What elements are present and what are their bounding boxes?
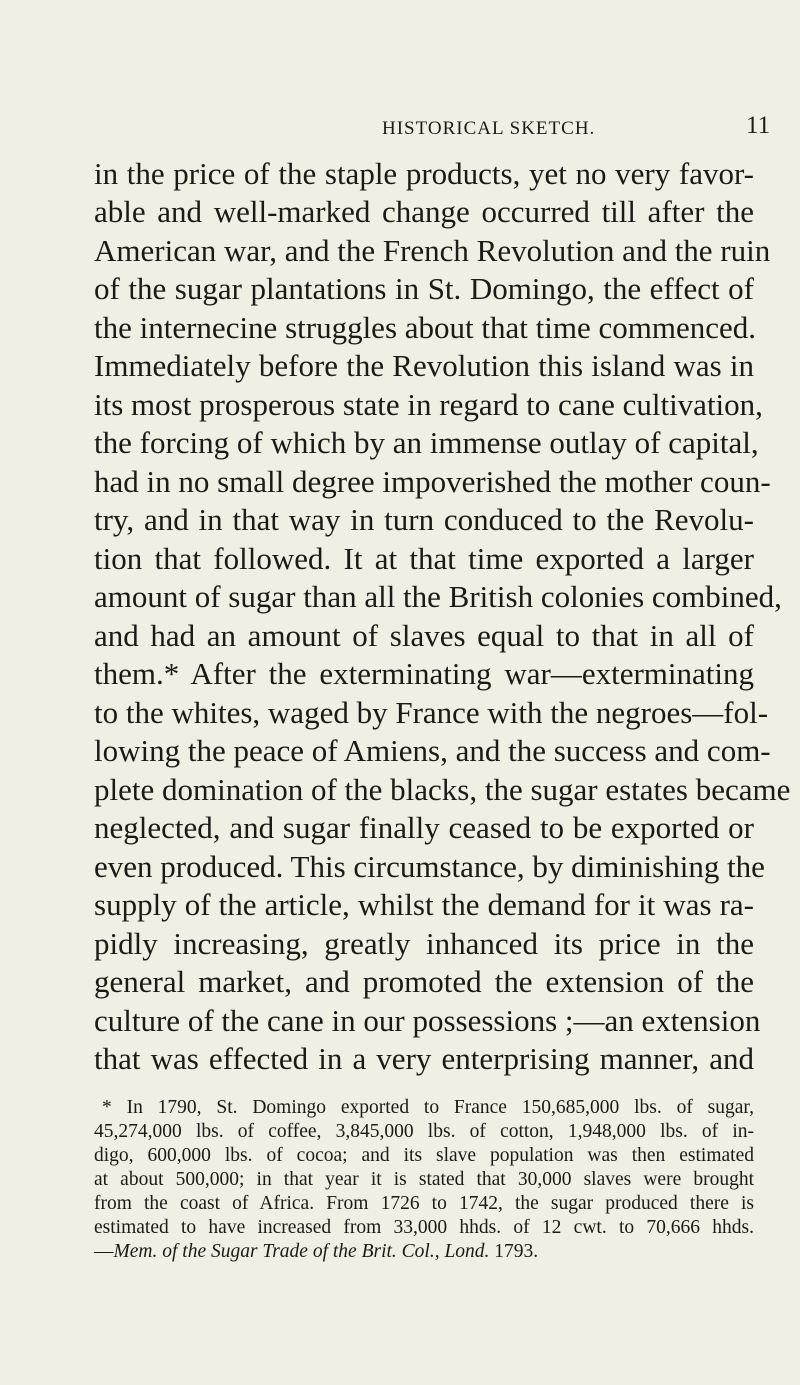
running-head: HISTORICAL SKETCH. (382, 118, 596, 139)
citation-year: 1793. (489, 1241, 539, 1262)
body-line: American war, and the French Revolution and the ruin (94, 233, 771, 268)
body-line: the internecine struggles about that time commenced. (94, 310, 756, 345)
page-number: 11 (746, 112, 771, 139)
body-line: lowing the peace of Amiens, and the success and com- (94, 733, 771, 768)
body-line: general market, and promoted the extension of the (94, 964, 754, 999)
body-line: amount of sugar than all the British colonies combined, (94, 579, 782, 614)
citation-dash: — (94, 1241, 114, 1262)
body-line: in the price of the staple products, yet no very favor- (94, 156, 754, 191)
footnote-line: * In 1790, St. Domingo exported to France 150,685,000 lbs. of sugar, (102, 1097, 754, 1118)
body-line: plete domination of the blacks, the sugar estates became (94, 772, 791, 807)
body-line: the forcing of which by an immense outlay of capital, (94, 425, 759, 460)
body-line: had in no small degree impoverished the mother coun- (94, 464, 771, 499)
body-line: and had an amount of slaves equal to that in all of (94, 618, 754, 653)
body-line: culture of the cane in our possessions ;—an extension (94, 1003, 761, 1038)
footnote-line: from the coast of Africa. From 1726 to 1742, the sugar produced there is (94, 1193, 754, 1214)
body-line: neglected, and sugar finally ceased to be exported or (94, 810, 754, 845)
body-line: to the whites, waged by France with the negroes—fol- (94, 695, 769, 730)
body-line: that was effected in a very enterprising manner, and (94, 1041, 754, 1076)
footnote-line: at about 500,000; in that year it is stated that 30,000 slaves were brought (94, 1169, 754, 1190)
footnote-line: 45,274,000 lbs. of coffee, 3,845,000 lbs. of cotton, 1,948,000 lbs. of in- (94, 1121, 754, 1142)
body-line: Immediately before the Revolution this island was in (94, 348, 754, 383)
footnote-citation (94, 1240, 754, 1264)
footnote-line: digo, 600,000 lbs. of cocoa; and its slave population was then estimated (94, 1145, 754, 1166)
body-line: try, and in that way in turn conduced to the Revolu- (94, 502, 754, 537)
body-line: able and well-marked change occurred till after the (94, 194, 754, 229)
body-line: of the sugar plantations in St. Domingo, the effect of (94, 271, 754, 306)
footnote-line: estimated to have increased from 33,000 hhds. of 12 cwt. to 70,666 hhds. (94, 1217, 754, 1238)
body-line: its most prosperous state in regard to cane cultivation, (94, 387, 763, 422)
body-line: pidly increasing, greatly inhanced its price in the (94, 926, 754, 961)
body-line: even produced. This circumstance, by diminishing the (94, 849, 765, 884)
citation-title: Mem. of the Sugar Trade of the Brit. Col., Lond. (113, 1241, 490, 1262)
body-line: them.* After the exterminating war—exterminating (94, 656, 754, 691)
body-line: tion that followed. It at that time exported a larger (94, 541, 754, 576)
body-line: supply of the article, whilst the demand for it was ra- (94, 887, 754, 922)
